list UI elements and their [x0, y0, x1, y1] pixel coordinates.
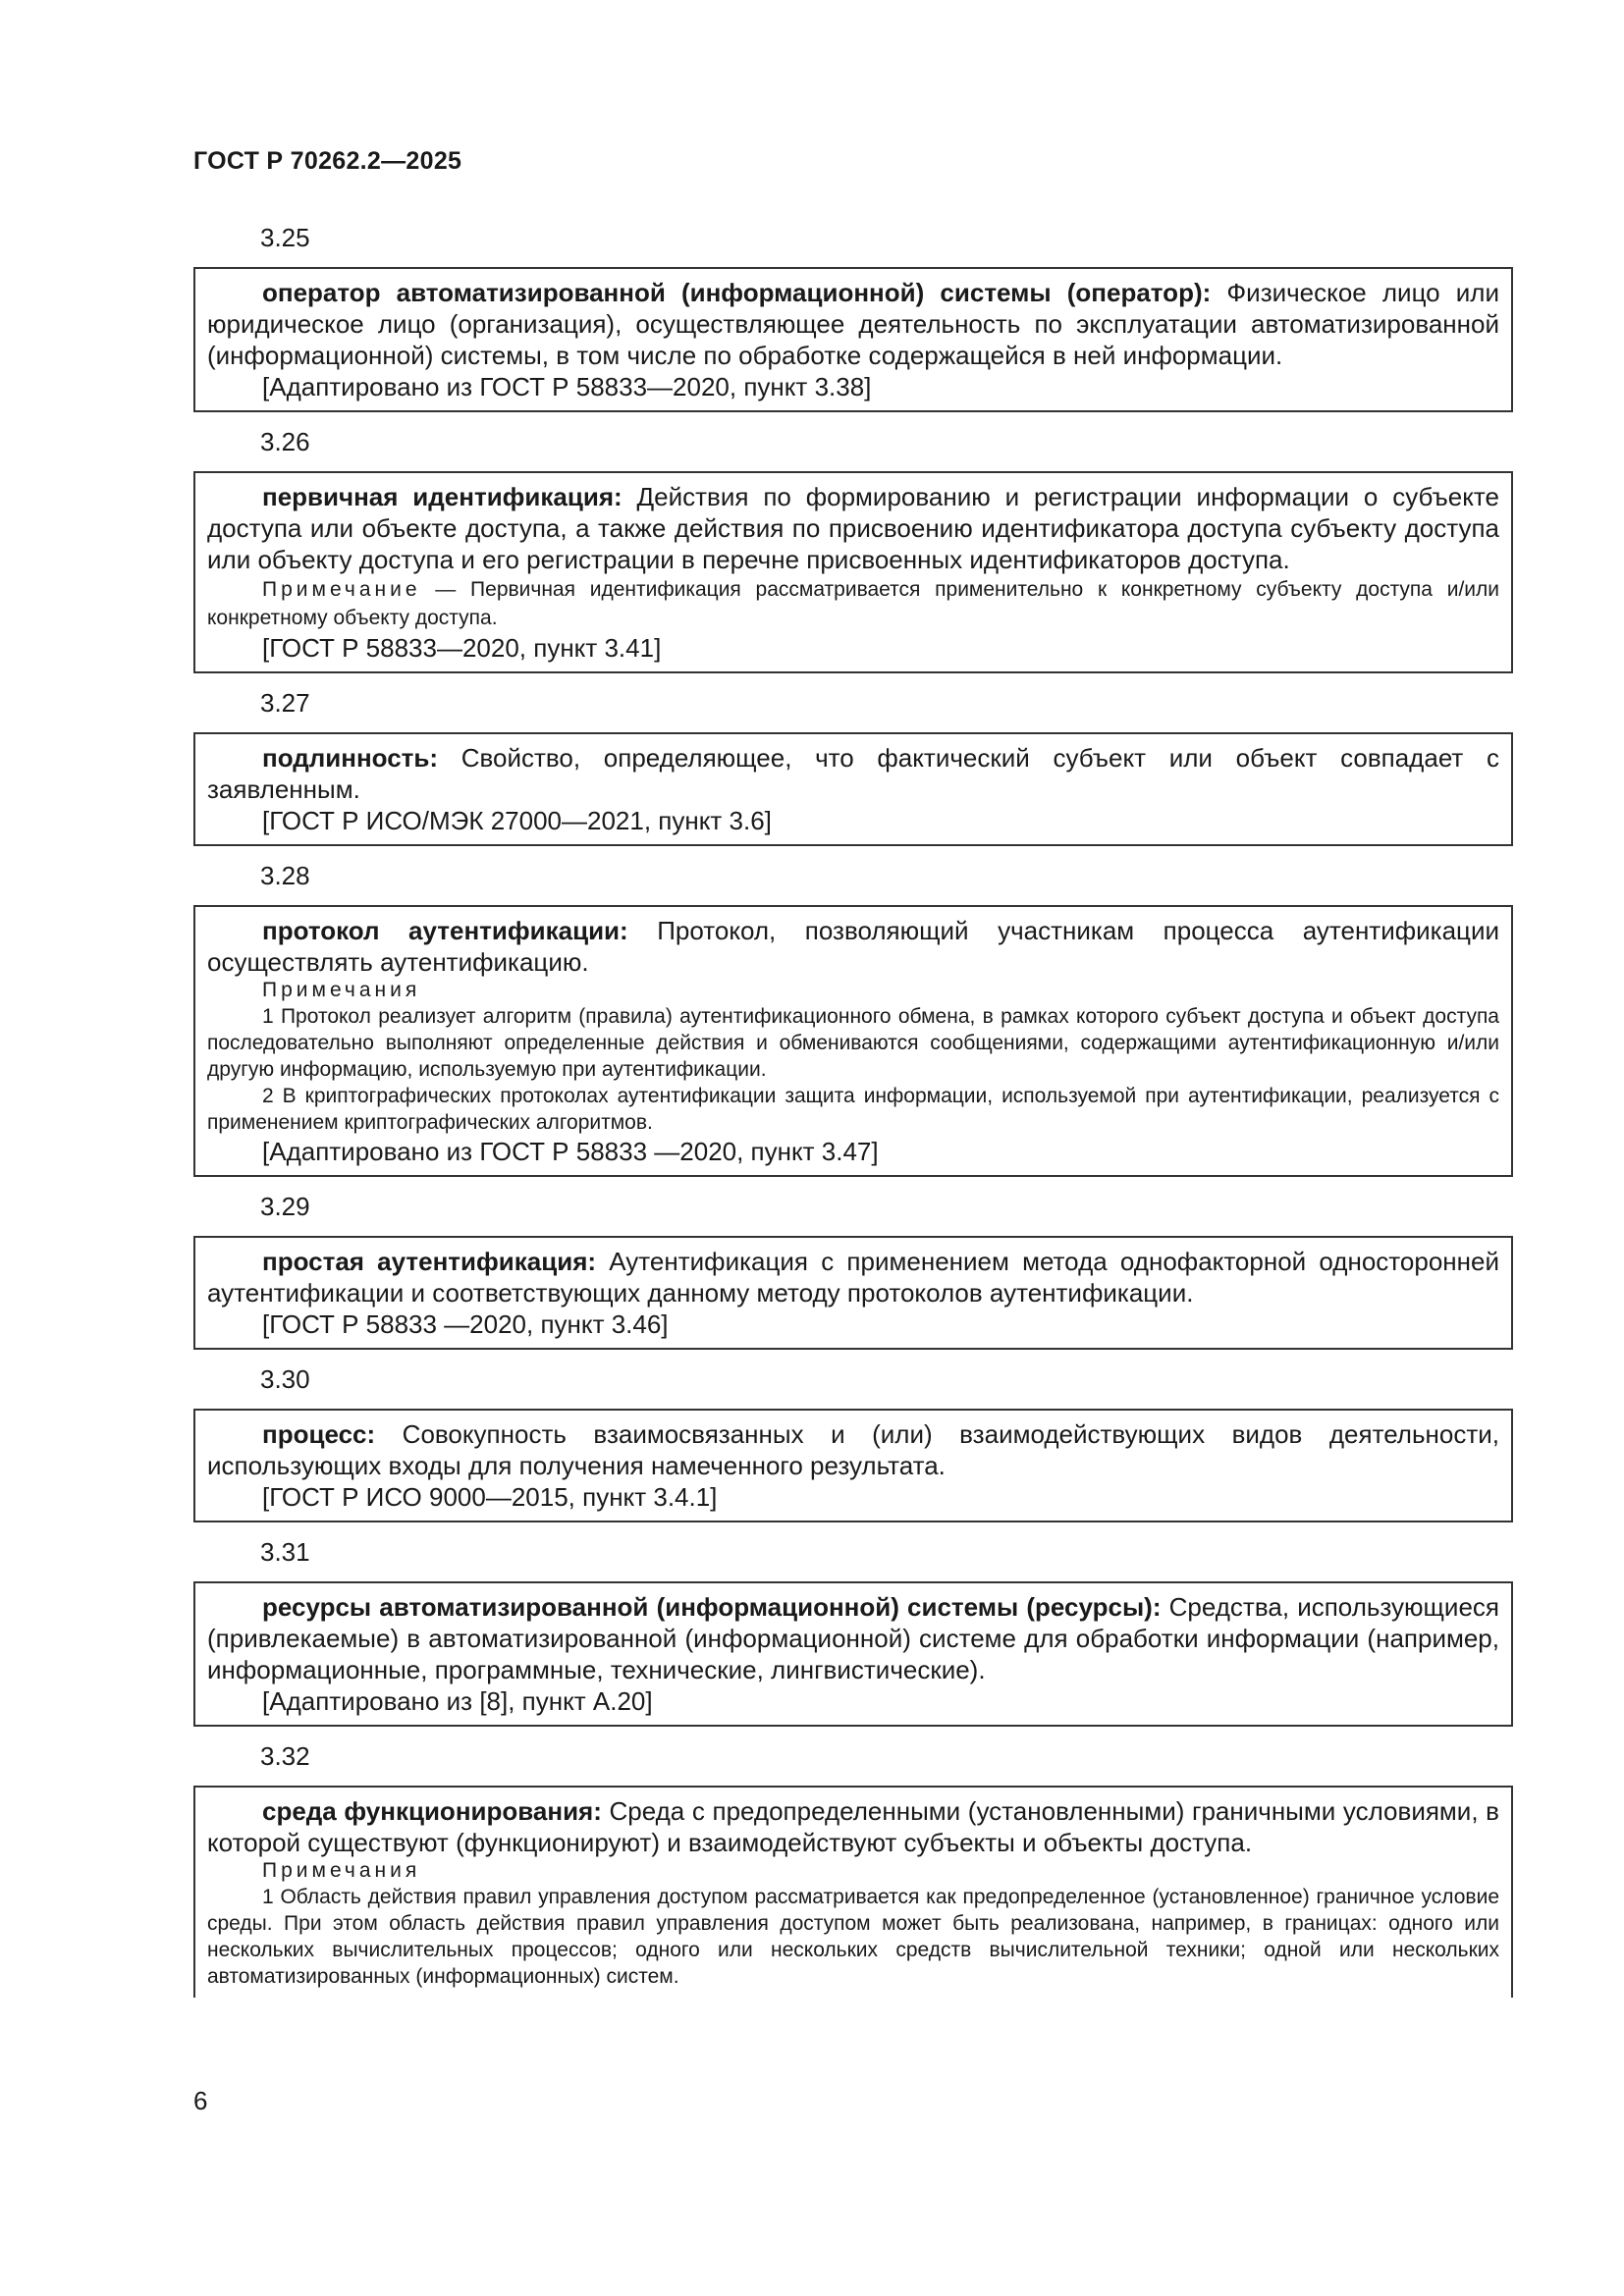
- term-box: [193, 267, 1513, 412]
- term-number: 3.30: [260, 1364, 310, 1394]
- term-number: 3.29: [260, 1192, 310, 1221]
- term-text: Физическое лицо или юридическое лицо (организация), осуществляющее деятельность по эксплуатации автоматизированной (информационной) системы, в том числе по обработке содержащейся в ней информации.: [207, 278, 1499, 370]
- term-note: [207, 575, 1499, 632]
- term-source: [Адаптировано из ГОСТ Р 58833 —2020, пункт 3.47]: [262, 1137, 879, 1166]
- term-definition: [207, 1591, 1499, 1685]
- notes-label: Примечания: [262, 979, 421, 1001]
- term-title: подлинность:: [262, 743, 439, 773]
- term-source: [Адаптировано из ГОСТ Р 58833—2020, пункт 3.38]: [262, 372, 872, 401]
- term-title: протокол аутентификации:: [262, 916, 628, 945]
- term-text: Совокупность взаимосвязанных и (или) взаимодействующих видов деятельности, использующих входы для получения намеченного результата.: [207, 1419, 1499, 1480]
- term-text: Средства, использующиеся (привлекаемые) в автоматизированной (информационной) системе для обработки информации (например, информационные, программные, технические, лингвистические).: [207, 1592, 1499, 1684]
- page-number: 6: [193, 2086, 208, 2115]
- term-definition: [207, 277, 1499, 371]
- note-item: 2 В криптографических протоколах аутентификации защита информации, используемой при аутентификации, реализуется с применением криптографических алгоритмов.: [207, 1085, 1499, 1134]
- term-title: ресурсы автоматизированной (информационной) системы (ресурсы):: [262, 1592, 1162, 1622]
- note-text: — Первичная идентификация рассматривается применительно к конкретному субъекту доступа и/или конкретному объекту доступа.: [207, 578, 1499, 629]
- term-source: [ГОСТ Р ИСО 9000—2015, пункт 3.4.1]: [262, 1482, 718, 1512]
- term-text: Аутентификация с применением метода однофакторной односторонней аутентификации и соответствующих данному методу протоколов аутентификации.: [207, 1247, 1499, 1308]
- term-number: 3.27: [260, 688, 310, 718]
- note-item: 1 Область действия правил управления доступом рассматривается как предопределенное (установленное) граничное условие среды. При этом область действия правил управления доступом может быть реализована, например, в границах: одного или нескольких вычислительных процессов; одного или нескольких средств вычислительной техники; одной или нескольких автоматизированных (информационных) систем.: [207, 1886, 1499, 1988]
- term-box: [193, 1236, 1513, 1350]
- term-source: [Адаптировано из [8], пункт А.20]: [262, 1686, 653, 1716]
- term-source: [ГОСТ Р 58833—2020, пункт 3.41]: [262, 633, 662, 663]
- term-box: [193, 732, 1513, 846]
- term-title: среда функционирования:: [262, 1796, 602, 1826]
- term-definition: [207, 1795, 1499, 1858]
- term-title: простая аутентификация:: [262, 1247, 597, 1276]
- term-title: первичная идентификация:: [262, 482, 623, 511]
- term-definition: [207, 742, 1499, 805]
- term-number: 3.31: [260, 1537, 310, 1567]
- term-box: [193, 905, 1513, 1177]
- notes-label: Примечания: [262, 1859, 421, 1882]
- document-header: ГОСТ Р 70262.2—2025: [193, 147, 462, 175]
- term-definition: [207, 481, 1499, 575]
- term-text: Свойство, определяющее, что фактический субъект или объект совпадает с заявленным.: [207, 743, 1499, 804]
- term-number: 3.32: [260, 1741, 310, 1771]
- term-source: [ГОСТ Р ИСО/МЭК 27000—2021, пункт 3.6]: [262, 806, 772, 835]
- term-number: 3.26: [260, 427, 310, 456]
- term-text: Действия по формированию и регистрации информации о субъекте доступа или объекте доступа, а также действия по присвоению идентификатора доступа субъекту доступа или объекту доступа и его регистрации в перечне присвоенных идентификаторов доступа.: [207, 482, 1499, 574]
- term-number: 3.28: [260, 861, 310, 890]
- term-definition: [207, 915, 1499, 978]
- term-title: процесс:: [262, 1419, 376, 1449]
- term-box: [193, 471, 1513, 673]
- term-box: [193, 1786, 1513, 1998]
- term-text: Среда с предопределенными (установленными) граничными условиями, в которой существуют (функционируют) и взаимодействуют субъекты и объекты доступа.: [207, 1796, 1499, 1857]
- term-box: [193, 1409, 1513, 1522]
- note-label: Примечание: [262, 578, 421, 601]
- terms-list: [193, 222, 1513, 1998]
- term-title: оператор автоматизированной (информационной) системы (оператор):: [262, 278, 1212, 307]
- term-number: 3.25: [260, 223, 310, 252]
- term-text: Протокол, позволяющий участникам процесса аутентификации осуществлять аутентификацию.: [207, 916, 1499, 977]
- note-item: 1 Протокол реализует алгоритм (правила) аутентификационного обмена, в рамках которого субъект доступа и объект доступа последовательно выполняют определенные действия и обмениваются сообщениями, содержащими аутентификационную и/или другую информацию, используемую при аутентификации.: [207, 1005, 1499, 1081]
- term-box: [193, 1581, 1513, 1727]
- term-definition: [207, 1418, 1499, 1481]
- term-definition: [207, 1246, 1499, 1308]
- term-source: [ГОСТ Р 58833 —2020, пункт 3.46]: [262, 1309, 669, 1339]
